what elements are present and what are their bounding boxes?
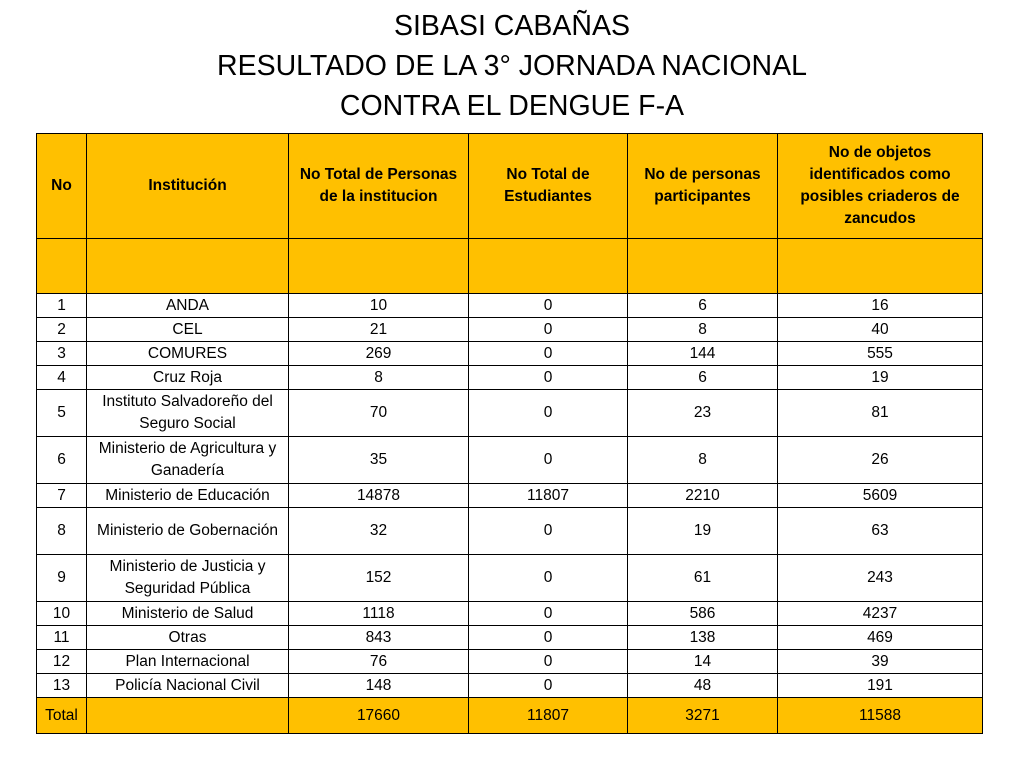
cell-objetos: 469 [778, 626, 983, 650]
cell-total-estudiantes: 0 [469, 294, 628, 318]
cell-total-estudiantes: 0 [469, 366, 628, 390]
cell-participantes: 586 [628, 602, 778, 626]
cell-total-personas: 269 [289, 342, 469, 366]
blank-cell [469, 239, 628, 294]
cell-no: 8 [37, 508, 87, 555]
cell-total-estudiantes: 0 [469, 508, 628, 555]
total-label: Total [37, 698, 87, 734]
cell-total-estudiantes: 0 [469, 342, 628, 366]
title-line-1: SIBASI CABAÑAS [393, 10, 630, 42]
cell-objetos: 4237 [778, 602, 983, 626]
cell-no: 12 [37, 650, 87, 674]
total-objetos: 11588 [778, 698, 983, 734]
cell-objetos: 40 [778, 318, 983, 342]
blank-cell [628, 239, 778, 294]
table-row [37, 366, 983, 390]
header-row [37, 134, 983, 239]
table-row [37, 602, 983, 626]
total-participantes: 3271 [628, 698, 778, 734]
cell-institucion: Policía Nacional Civil [87, 674, 289, 698]
cell-total-personas: 32 [289, 508, 469, 555]
cell-participantes: 14 [628, 650, 778, 674]
cell-participantes: 6 [628, 366, 778, 390]
blank-cell [87, 239, 289, 294]
cell-total-personas: 152 [289, 555, 469, 602]
cell-total-personas: 14878 [289, 484, 469, 508]
cell-objetos: 63 [778, 508, 983, 555]
cell-total-estudiantes: 0 [469, 555, 628, 602]
cell-total-personas: 1118 [289, 602, 469, 626]
cell-participantes: 144 [628, 342, 778, 366]
cell-no: 13 [37, 674, 87, 698]
blank-cell [37, 239, 87, 294]
cell-total-estudiantes: 0 [469, 390, 628, 437]
cell-total-estudiantes: 0 [469, 602, 628, 626]
cell-total-estudiantes: 11807 [469, 484, 628, 508]
cell-no: 5 [37, 390, 87, 437]
cell-total-personas: 21 [289, 318, 469, 342]
cell-institucion: Ministerio de Gobernación [87, 508, 289, 555]
cell-institucion: Instituto Salvadoreño del Seguro Social [87, 390, 289, 437]
title-line-2: RESULTADO DE LA 3° JORNADA NACIONAL [217, 50, 807, 82]
cell-total-personas: 8 [289, 366, 469, 390]
cell-objetos: 5609 [778, 484, 983, 508]
header-objetos: No de objetos identificados como posibles criaderos de zancudos [778, 134, 983, 239]
total-estudiantes: 11807 [469, 698, 628, 734]
cell-institucion: COMURES [87, 342, 289, 366]
cell-institucion: Ministerio de Agricultura y Ganadería [87, 437, 289, 484]
cell-total-estudiantes: 0 [469, 626, 628, 650]
cell-objetos: 19 [778, 366, 983, 390]
cell-total-estudiantes: 0 [469, 674, 628, 698]
table-row [37, 342, 983, 366]
cell-total-personas: 148 [289, 674, 469, 698]
table-row [37, 508, 983, 555]
table-row [37, 626, 983, 650]
cell-participantes: 23 [628, 390, 778, 437]
total-personas: 17660 [289, 698, 469, 734]
cell-institucion: Ministerio de Educación [87, 484, 289, 508]
cell-participantes: 61 [628, 555, 778, 602]
cell-objetos: 191 [778, 674, 983, 698]
cell-objetos: 39 [778, 650, 983, 674]
cell-total-estudiantes: 0 [469, 437, 628, 484]
cell-objetos: 555 [778, 342, 983, 366]
cell-objetos: 16 [778, 294, 983, 318]
cell-participantes: 19 [628, 508, 778, 555]
blank-header-row [37, 239, 983, 294]
cell-institucion: Cruz Roja [87, 366, 289, 390]
cell-no: 10 [37, 602, 87, 626]
cell-total-personas: 35 [289, 437, 469, 484]
table-row [37, 555, 983, 602]
blank-cell [289, 239, 469, 294]
cell-institucion: Ministerio de Justicia y Seguridad Pública [87, 555, 289, 602]
cell-objetos: 26 [778, 437, 983, 484]
header-no: No [37, 134, 87, 239]
cell-total-personas: 76 [289, 650, 469, 674]
header-total-estudiantes: No Total de Estudiantes [469, 134, 628, 239]
total-row [37, 698, 983, 734]
total-institucion [87, 698, 289, 734]
cell-total-personas: 843 [289, 626, 469, 650]
table-row [37, 650, 983, 674]
table-row [37, 294, 983, 318]
title-line-3: CONTRA EL DENGUE F-A [339, 90, 685, 122]
cell-institucion: ANDA [87, 294, 289, 318]
cell-objetos: 81 [778, 390, 983, 437]
header-total-personas: No Total de Personas de la institucion [289, 134, 469, 239]
cell-institucion: CEL [87, 318, 289, 342]
cell-no: 7 [37, 484, 87, 508]
cell-objetos: 243 [778, 555, 983, 602]
cell-no: 1 [37, 294, 87, 318]
cell-no: 3 [37, 342, 87, 366]
cell-institucion: Plan Internacional [87, 650, 289, 674]
cell-participantes: 8 [628, 318, 778, 342]
cell-participantes: 48 [628, 674, 778, 698]
table-row [37, 390, 983, 437]
cell-total-estudiantes: 0 [469, 650, 628, 674]
cell-total-personas: 70 [289, 390, 469, 437]
table-row [37, 318, 983, 342]
cell-participantes: 138 [628, 626, 778, 650]
cell-institucion: Otras [87, 626, 289, 650]
header-institucion: Institución [87, 134, 289, 239]
results-table [36, 133, 983, 734]
header-participantes: No de personas participantes [628, 134, 778, 239]
cell-participantes: 2210 [628, 484, 778, 508]
cell-institucion: Ministerio de Salud [87, 602, 289, 626]
cell-participantes: 8 [628, 437, 778, 484]
results-table-body [37, 134, 983, 734]
table-row [37, 484, 983, 508]
table-row [37, 674, 983, 698]
cell-no: 6 [37, 437, 87, 484]
cell-total-estudiantes: 0 [469, 318, 628, 342]
table-row [37, 437, 983, 484]
cell-total-personas: 10 [289, 294, 469, 318]
cell-no: 2 [37, 318, 87, 342]
cell-no: 4 [37, 366, 87, 390]
cell-no: 11 [37, 626, 87, 650]
cell-participantes: 6 [628, 294, 778, 318]
slide-title [0, 6, 1024, 126]
blank-cell [778, 239, 983, 294]
cell-no: 9 [37, 555, 87, 602]
